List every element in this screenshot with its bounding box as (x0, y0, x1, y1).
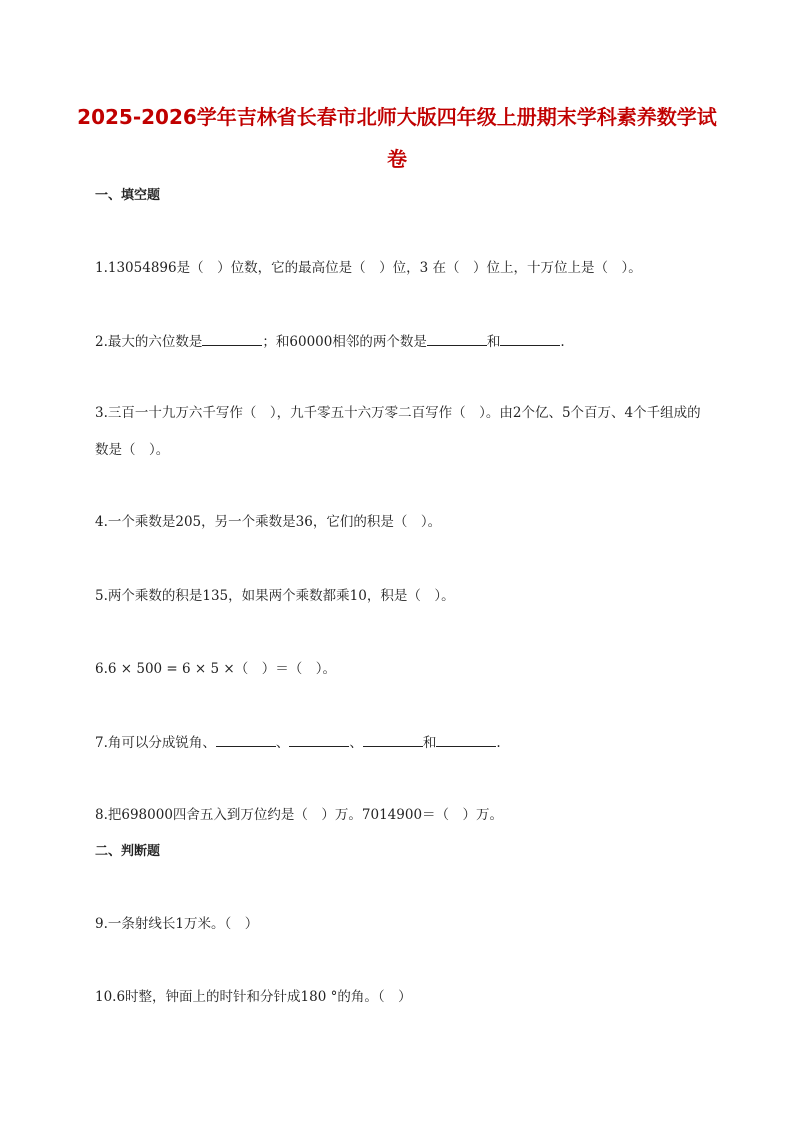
question-3: 3.三百一十九万六千写作（ ），九千零五十六万零二百写作（ ）。由2个亿、5个百万、4个千组成的数是（ ）。 (95, 405, 701, 458)
question-7-text-c: 、 (349, 735, 363, 751)
question-7-text-a: 7.角可以分成锐角、 (95, 735, 216, 751)
question-4: 4.一个乘数是205，另一个乘数是36，它们的积是（ ）。 (95, 514, 442, 530)
question-2-text-a: 2.最大的六位数是 (95, 334, 203, 350)
exam-title-line-2: 卷 (387, 147, 407, 171)
question-6: 6.6 × 500 = 6 × 5 ×（ ）＝（ ）。 (95, 661, 336, 677)
answer-blank[interactable] (289, 733, 349, 747)
section-heading-fill-in: 一、填空题 (95, 188, 161, 203)
question-8: 8.把698000四舍五入到万位约是（ ）万。7014900＝（ ）万。 (95, 807, 504, 823)
answer-blank[interactable] (436, 733, 496, 747)
answer-blank[interactable] (363, 733, 423, 747)
question-7-text-d: 和 (422, 735, 437, 751)
question-10: 10.6时整，钟面上的时针和分针成180 °的角。（ ） (95, 989, 412, 1005)
answer-blank[interactable] (216, 733, 276, 747)
question-2-text-c: 和 (486, 334, 501, 350)
answer-blank[interactable] (500, 332, 560, 346)
question-2-text-b: ；和60000相邻的两个数是 (262, 334, 427, 350)
question-1: 1.13054896是（ ）位数，它的最高位是（ ）位，3 在（ ）位上，十万位上是（ ）。 (95, 260, 642, 276)
answer-blank[interactable] (427, 332, 487, 346)
question-2-text-d: . (560, 334, 565, 350)
question-9: 9.一条射线长1万米。（ ） (95, 916, 259, 932)
question-7-text-b: 、 (275, 735, 290, 751)
question-7-text-e: . (496, 735, 501, 751)
question-7 (95, 733, 705, 752)
question-5: 5.两个乘数的积是135，如果两个乘数都乘10，积是（ ）。 (95, 588, 455, 604)
section-heading-true-false: 二、判断题 (95, 844, 161, 859)
answer-blank[interactable] (202, 332, 262, 346)
question-2 (95, 332, 705, 351)
exam-title-line-1: 2025-2026学年吉林省长春市北师大版四年级上册期末学科素养数学试 (77, 105, 717, 129)
